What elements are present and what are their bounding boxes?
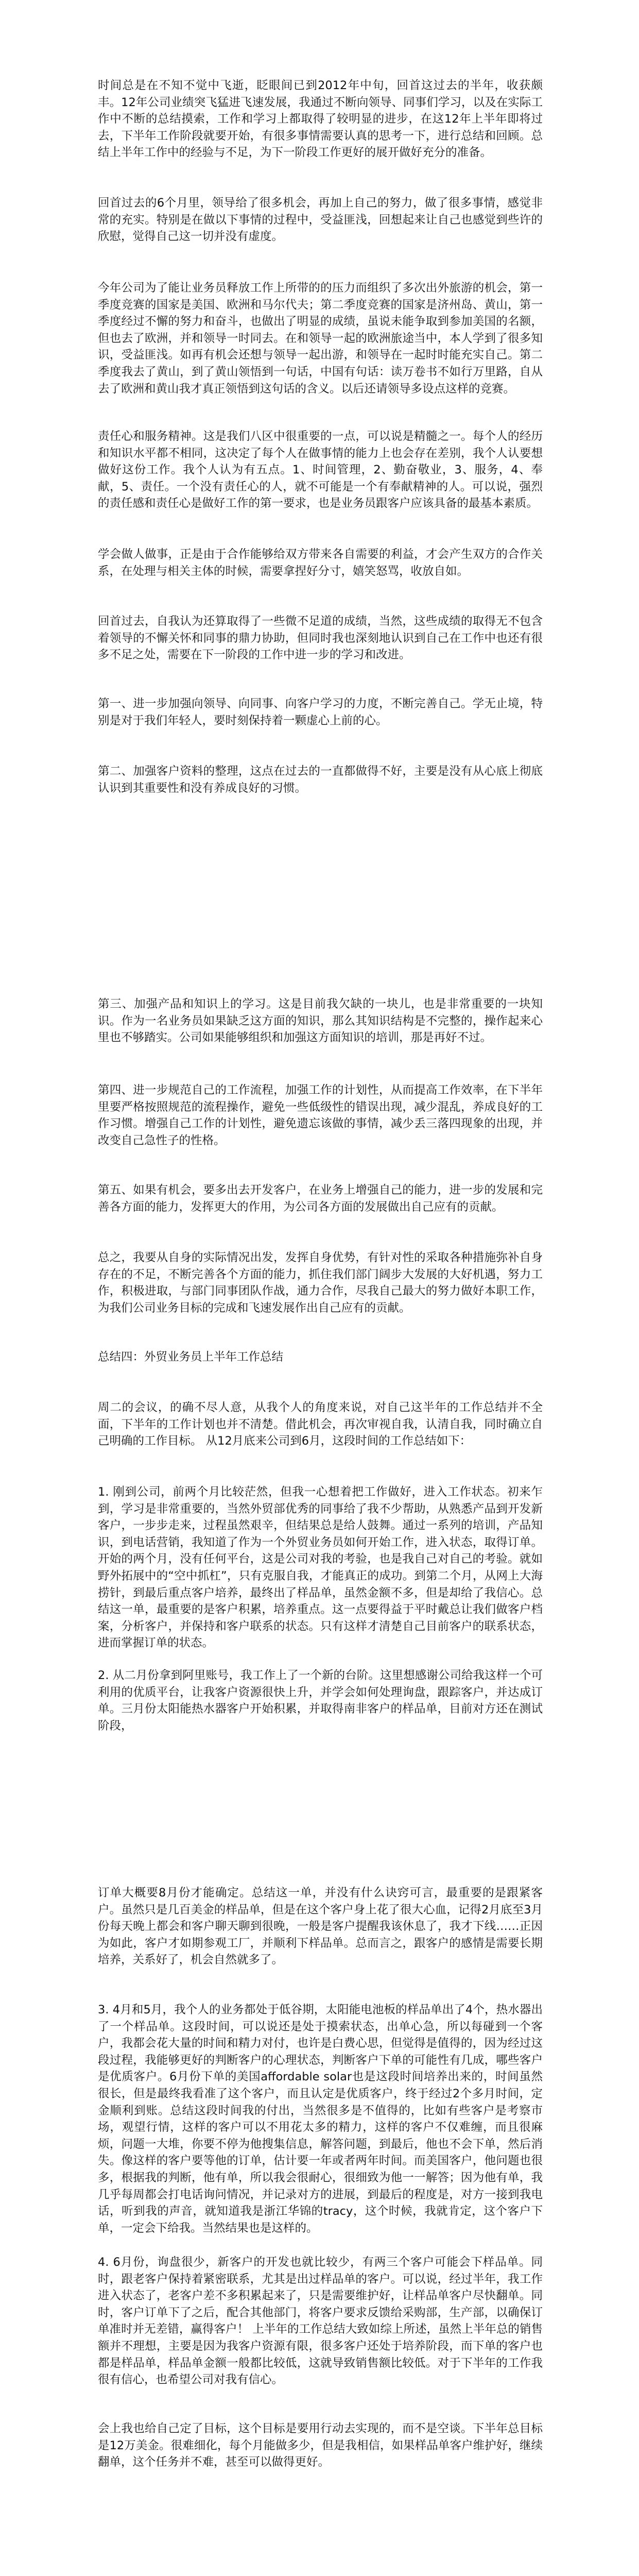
paragraph-responsibility: 责任心和服务精神。这是我们八区中很重要的一点，可以说是精髓之一。每个人的经历和知识水平都不相同，这决定了每个人在做事情的能力上也会存在差别，我个人认要想做好这份工作。我个人认为有五点。1、时间管理，2、勤奋敬业，3、服务，4、奉献，5、责任。一个没有责任心的人，就不可能是一个有奉献精神的人。可以说，强烈的责任感和责任心是做好工作的第一要求，也是业务员跟客户应该具备的最基本素质。	[98, 430, 543, 511]
paragraph-six-months: 回首过去的6个月里，领导给了很多机会，再加上自己的努力，做了很多事情，感觉非常的充实。特别是在做以下事情的过程中，受益匪浅，回想起来让自己也感觉到些许的欣慰，觉得自己这一切并没有虚度。	[98, 196, 543, 244]
paragraph-item-3: 3. 4月和5月，我个人的业务都处于低谷期，太阳能电池板的样品单出了4个，热水器出了一个样品单。这段时间，可以说还是处于摸索状态，出单心急，所以每碰到一个客户，我都会花大量的时间和精力对付，也许是白费心思，但觉得是值得的，因为经过这段过程，我能够更好的判断客户的心理状态，判断客户下单的可能性有几成，哪些客户是优质客户。6月份下单的美国affordable solar也是这段时间培养出来的，时间虽然很长，但是最终我看准了这个客户，而且认定是优质客户，终于经过2个多月时间，定金顺利到账。总结这段时间我的付出，当然很多是不值得的，比如有些客户是考察市场，观望行情，这样的客户可以不用花太多的精力，这样的客户不仅难缠，而且很麻烦，问题一大堆，你要不停为他搜集信息，解答问题，到最后，他也不会下单，然后消失。像这样的客户要等他的订单，估计要一年或者两年时间。而美国客户，他问题也很多，根据我的判断，他有单，所以我会很耐心，很细致为他一一解答；因为他有单，我几乎每周都会打电话询问情况，并记录对方的进展，到最后的程度是，对方一接到我电话，听到我的声音，就知道我是浙江华锦的tracy，这个时候，我就肯定，这个客户下单，一定会下给我。当然结果也是这样的。	[98, 2003, 543, 2235]
paragraph-order: 订单大概要8月份才能确定。总结这一单，并没有什么诀窍可言，最重要的是跟紧客户。虽然只是几百美金的样品单，但是在这个客户身上花了很大心血，记得2月底至3月份每天晚上都会和客户聊天聊到很晚，一般是客户提醒我该休息了，我才下线……正因为如此，客户才如期参观工厂，并顺利下样品单。总而言之，跟客户的感情是需要长期培养，关系好了，机会自然就多了。	[98, 1886, 543, 1967]
paragraph-item-4: 4. 6月份，询盘很少，新客户的开发也就比较少，有两三个客户可能会下样品单。同时，跟老客户保持着紧密联系，尤其是出过样品单的客户。可以说，经过半年，我工作进入状态了，老客户差不多积累起来了，只是需要维护好，让样品单客户尽快翻单。同时，客户订单下了之后，配合其他部门，将客户要求反馈给采购部，生产部，以确保订单准时并无差错，赢得客户！ 上半年的工作总结大致如综上所述，虽然上半年总的销售额并不理想，主要是因为我客户资源有限，很多客户还处于培养阶段，而下单的客户也都是样品单，样品单金额一般都比较低，这就导致销售额比较低。对于下半年的工作我很有信心，也希望公司对我有信心。	[98, 2256, 543, 2387]
paragraph-point-1: 第一、进一步加强向领导、向同事、向客户学习的力度，不断完善自己。学无止境，特别是对于我们年轻人，要时刻保持着一颗虚心上前的心。	[98, 697, 543, 727]
paragraph-travel: 今年公司为了能让业务员释放工作上所带的的压力而组织了多次出外旅游的机会，第一季度竞赛的国家是美国、欧洲和马尔代夫；第二季度竞赛的国家是济州岛、黄山，第一季度经过不懈的努力和奋斗，也做出了明显的成绩，虽说未能争取到参加美国的名额，但也去了欧洲，并和领导一时同去。在和领导一起的欧洲旅途当中，本人学到了很多知识，受益匪浅。如再有机会还想与领导一起出游，和领导在一起时时能充实自己。第二季度我去了黄山，到了黄山领悟到一句话，中国有句话：读万卷书不如行万里路，自从去了欧洲和黄山我才真正领悟到这句话的含义。以后还请领导多设点这样的竞赛。	[98, 281, 543, 396]
paragraph-item-1: 1. 刚到公司，前两个月比较茫然，但我一心想着把工作做好，进入工作状态。初来乍到，学习是非常重要的，当然外贸部优秀的同事给了我不少帮助，从熟悉产品到开发新客户，一步步走来，过程虽然艰辛，但结果总是给人鼓舞。通过一系列的培训，产品知识，到电话营销，我知道了作为一个外贸业务员如何开始工作，进入状态，取得订单。开始的两个月，没有任何平台，这是公司对我的考验，也是我自己对自己的考验。就如野外拓展中的“空中抓杠”，只有克服自我，才能真正的成功。到第二个月，从网上大海捞针，到最后重点客户培养，最终出了样品单，虽然金额不多，但是却给了我信心。总结这一单，最重要的是客户积累，培养重点。这一点要得益于平时戴总让我们做客户档案，分析客户，并保持和客户联系的状态。只有这样才清楚自己目前客户的联系状态，进而掌握订单的状态。	[98, 1485, 543, 1650]
paragraph-point-2: 第二、加强客户资料的整理，这点在过去的一直都做得不好，主要是没有从心底上彻底认识到其重要性和没有养成良好的习惯。	[98, 765, 543, 795]
paragraph-point-3: 第三、加强产品和知识上的学习。这是目前我欠缺的一块儿，也是非常重要的一块知识。作为一名业务员如果缺乏这方面的知识，那么其知识结构是不完整的，操作起来心里也不够踏实。公司如果能够组织和加强这方面知识的培训，那是再好不过。	[98, 997, 543, 1045]
paragraph-meeting: 周二的会议，的确不尽人意，从我个人的角度来说，对自己这半年的工作总结并不全面，下半年的工作计划也并不清楚。借此机会，再次审视自我，认清自我，同时确立自己明确的工作目标。 从12月底来公司到6月，这段时间的工作总结如下：	[98, 1401, 543, 1448]
paragraph-review: 回首过去，自我认为还算取得了一些微不足道的成绩，当然，这些成绩的取得无不包含着领导的不懈关怀和同事的鼎力协助，但同时我也深刻地认识到自己在工作中也还有很多不足之处，需要在下一阶段的工作中进一步的学习和改进。	[98, 615, 543, 662]
paragraph-conclusion: 总之，我要从自身的实际情况出发，发挥自身优势，有针对性的采取各种措施弥补自身存在的不足，不断完善各个方面的能力，抓住我们部门阔步大发展的大好机遇，努力工作，积极进取，与部门同事团队作战，通力合作，尽我自己最大的努力做好本职工作，为我们公司业务目标的完成和飞速发展作出自己应有的贡献。	[98, 1251, 543, 1315]
paragraph-point-5: 第五、如果有机会，要多出去开发客户，在业务上增强自己的能力，进一步的发展和完善各方面的能力，发挥更大的作用，为公司各方面的发展做出自己应有的贡献。	[98, 1183, 543, 1214]
paragraph-item-2: 2. 从二月份拿到阿里账号，我工作上了一个新的台阶。这里想感谢公司给我这样一个可利用的优质平台，让我客户资源很快上升，并学会如何处理询盘，跟踪客户，并达成订单。三月份太阳能热水器客户开始积累，并取得南非客户的样品单，目前对方还在测试阶段，	[98, 1669, 543, 1733]
paragraph-goal: 会上我也给自己定了目标，这个目标是要用行动去实现的，而不是空谈。下半年总目标是12万美金。很难细化，每个月能做多少，但是我相信，如果样品单客户维护好，继续翻单，这个任务并不难，甚至可以做得更好。	[98, 2422, 543, 2469]
paragraph-point-4: 第四、进一步规范自己的工作流程，加强工作的计划性，从而提高工作效率，在下半年里要严格按照规范的流程操作，避免一些低级性的错误出现，减少混乱，养成良好的工作习惯。增强自己工作的计划性，避免遗忘该做的事情，减少丢三落四现象的出现，并改变自己急性子的性格。	[98, 1083, 543, 1147]
paragraph-cooperation: 学会做人做事，正是由于合作能够给双方带来各自需要的利益，才会产生双方的合作关系，在处理与相关主体的时候，需要拿捏好分寸，嬉笑怒骂，收放自如。	[98, 548, 543, 578]
section-heading-summary-4: 总结四：外贸业务员上半年工作总结	[98, 1350, 284, 1364]
paragraph-intro: 时间总是在不知不觉中飞逝，眨眼间已到2012年中旬，回首这过去的半年，收获颇丰。12年公司业绩突飞猛进飞速发展，我通过不断向领导、同事们学习，以及在实际工作中不断的总结摸索，工作和学习上都取得了较明显的进步，在这12年上半年即将过去，下半年工作阶段就要开始，有很多事情需要认真的思考一下，进行总结和回顾。总结上半年工作中的经验与不足，为下一阶段工作更好的展开做好充分的准备。	[98, 79, 543, 160]
